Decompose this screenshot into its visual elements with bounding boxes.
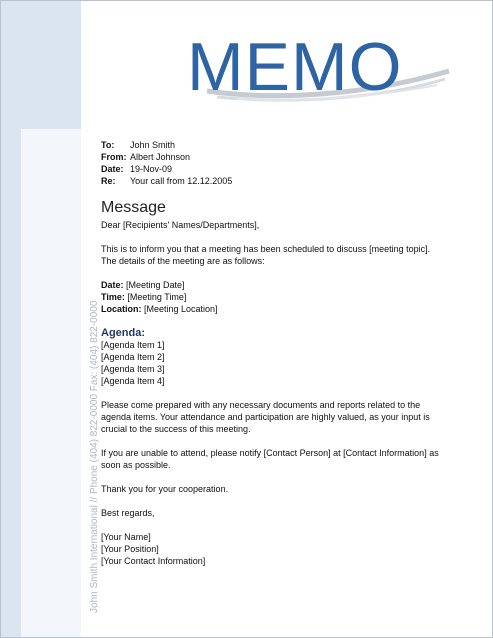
meeting-location-label: Location:: [101, 304, 142, 314]
agenda-item: [Agenda Item 4]: [101, 376, 165, 386]
prepare-paragraph: Please come prepared with any necessary documents and reports related to the agenda items. Your attendance and participation are highly valued, as your input is crucial to the success of this meeting.: [101, 400, 430, 434]
to-value: John Smith: [130, 140, 176, 150]
thanks-line: Thank you for your cooperation.: [101, 484, 229, 494]
signature-name: [Your Name]: [101, 532, 151, 542]
meeting-time-value: [Meeting Time]: [124, 292, 187, 302]
greeting: Dear [Recipients' Names/Departments],: [101, 220, 260, 230]
agenda-item: [Agenda Item 3]: [101, 364, 165, 374]
unable-paragraph: If you are unable to attend, please notify [Contact Person] at [Contact Information] as soon as possible.: [101, 448, 439, 470]
re-row: [101, 175, 232, 187]
closing-line: Best regards,: [101, 508, 155, 518]
to-row: [101, 139, 232, 151]
signature-contact: [Your Contact Information]: [101, 556, 206, 566]
agenda-item: [Agenda Item 1]: [101, 340, 165, 350]
date-label: Date:: [101, 164, 124, 174]
meeting-location-line: [101, 303, 441, 315]
from-row: [101, 151, 232, 163]
message-body: [101, 219, 441, 579]
memo-logo: [187, 29, 457, 109]
left-color-strip: [1, 129, 21, 637]
agenda-heading: Agenda:: [101, 327, 145, 339]
meeting-details: [101, 279, 441, 315]
left-margin-panel: [21, 129, 81, 637]
memo-logo-text: MEMO: [187, 29, 403, 105]
message-heading: Message: [101, 199, 166, 216]
re-label: Re:: [101, 176, 116, 186]
memo-header-fields: [101, 139, 232, 187]
meeting-time-label: Time:: [101, 292, 125, 302]
to-label: To:: [101, 140, 115, 150]
agenda-item: [Agenda Item 2]: [101, 352, 165, 362]
date-value: 19-Nov-09: [130, 164, 173, 174]
meeting-date-label: Date:: [101, 280, 124, 290]
from-value: Albert Johnson: [130, 152, 191, 162]
meeting-date-line: [101, 279, 441, 291]
intro-paragraph: This is to inform you that a meeting has been scheduled to discuss [meeting topic]. The details of the meeting are as follows:: [101, 244, 431, 266]
from-label: From:: [101, 152, 127, 162]
meeting-location-value: [Meeting Location]: [141, 304, 218, 314]
meeting-date-value: [Meeting Date]: [123, 280, 185, 290]
signature-position: [Your Position]: [101, 544, 159, 554]
re-value: Your call from 12.12.2005: [130, 176, 233, 186]
meeting-time-line: [101, 291, 441, 303]
signature-block: [101, 531, 441, 567]
sidebar-contact-text: John Smith International // Phone (404) 822-0000 Fax: (404) 822-0000: [89, 300, 100, 613]
agenda-list: [101, 339, 441, 387]
date-row: [101, 163, 232, 175]
top-left-color-band: [1, 1, 81, 129]
